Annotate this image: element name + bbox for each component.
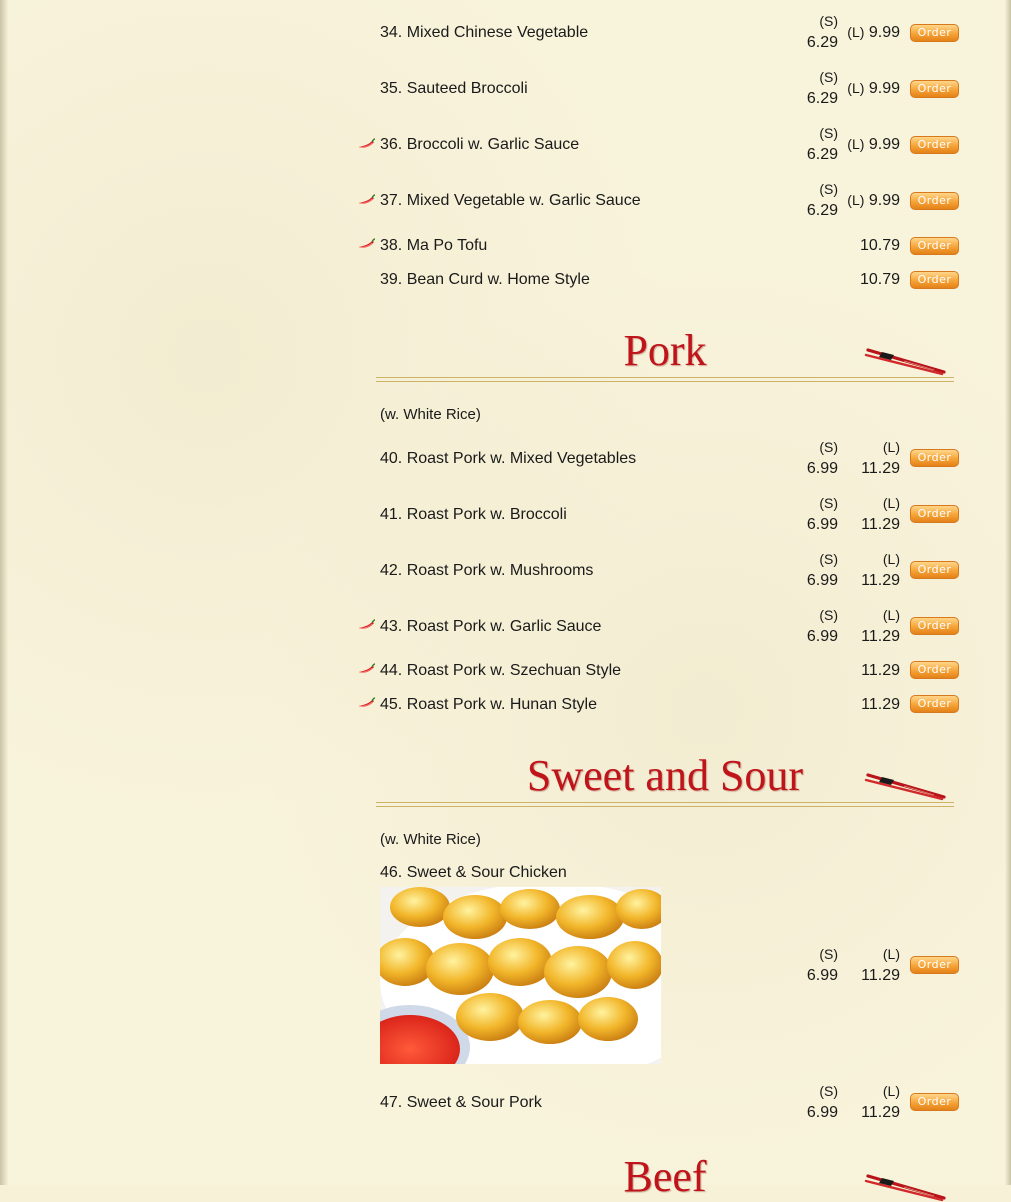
spicy-chili-icon: [358, 619, 376, 631]
size-small-label: (S): [819, 495, 838, 511]
item-name: 37. Mixed Vegetable w. Garlic Sauce: [380, 192, 641, 209]
spicy-chili-icon: [358, 663, 376, 675]
item-name: 43. Roast Pork w. Garlic Sauce: [380, 618, 602, 635]
small-price: [782, 604, 838, 648]
spicy-chili-icon: [358, 238, 376, 250]
menu-item-row: [350, 695, 970, 717]
menu-item-row: [350, 178, 970, 228]
small-price-value: 6.99: [806, 628, 838, 645]
large-price: [840, 943, 900, 987]
menu-item-row: [350, 236, 970, 258]
small-price-value: 6.99: [806, 572, 838, 589]
section-divider: [376, 802, 954, 807]
sweet-sour-chicken-photo: [380, 887, 661, 1064]
small-price-value: 6.99: [806, 1104, 838, 1121]
chopsticks-icon: [864, 771, 948, 801]
large-price-value: 11.29: [861, 628, 900, 645]
item-name: 38. Ma Po Tofu: [380, 237, 488, 254]
large-price: [840, 436, 900, 480]
menu-item-row: [350, 270, 970, 292]
order-button[interactable]: Order: [910, 695, 959, 713]
item-name: 34. Mixed Chinese Vegetable: [380, 24, 589, 41]
size-large-label: (L): [847, 136, 865, 152]
item-name: 46. Sweet & Sour Chicken: [380, 864, 567, 881]
menu-item-row: [350, 66, 970, 116]
size-small-label: (S): [819, 13, 838, 29]
item-name: 42. Roast Pork w. Mushrooms: [380, 562, 594, 579]
section-title-pork: Pork: [623, 326, 707, 375]
size-large-label: (L): [882, 551, 900, 567]
size-small-label: (S): [819, 125, 838, 141]
size-small-label: (S): [819, 69, 838, 85]
small-price: [782, 66, 838, 110]
item-name: 36. Broccoli w. Garlic Sauce: [380, 136, 580, 153]
large-price-value: 9.99: [868, 24, 900, 41]
small-price: [782, 943, 838, 987]
size-small-label: (S): [819, 439, 838, 455]
size-large-label: (L): [882, 1083, 900, 1099]
order-button[interactable]: Order: [910, 192, 959, 210]
small-price-value: 6.99: [806, 516, 838, 533]
order-button[interactable]: Order: [910, 956, 959, 974]
order-button[interactable]: Order: [910, 24, 959, 42]
order-button[interactable]: Order: [910, 617, 959, 635]
size-small-label: (S): [819, 551, 838, 567]
large-price-value: 9.99: [868, 136, 900, 153]
small-price-value: 6.29: [806, 34, 838, 51]
section-note: (w. White Rice): [380, 406, 481, 423]
section-divider: [376, 377, 954, 382]
order-button[interactable]: Order: [910, 237, 959, 255]
order-button[interactable]: Order: [910, 449, 959, 467]
size-large-label: (L): [847, 80, 865, 96]
large-price: [846, 24, 900, 42]
item-price: 10.79: [859, 237, 900, 254]
size-large-label: (L): [847, 24, 865, 40]
menu-item-row: [350, 436, 970, 486]
small-price: [782, 10, 838, 54]
size-large-label: (L): [882, 946, 900, 962]
small-price-value: 6.29: [806, 90, 838, 107]
page-edge-left: [0, 0, 8, 1185]
chopsticks-icon: [864, 1172, 948, 1202]
section-note: (w. White Rice): [380, 831, 481, 848]
menu-item-row: [350, 122, 970, 172]
large-price: [846, 80, 900, 98]
menu-item-row: [350, 661, 970, 683]
small-price-value: 6.29: [806, 202, 838, 219]
spicy-chili-icon: [358, 138, 376, 150]
size-large-label: (L): [882, 607, 900, 623]
chopsticks-icon: [864, 346, 948, 376]
small-price: [782, 1080, 838, 1124]
large-price: [846, 136, 900, 154]
order-button[interactable]: Order: [910, 661, 959, 679]
size-small-label: (S): [819, 607, 838, 623]
item-name: 35. Sauteed Broccoli: [380, 80, 528, 97]
menu-item-row: [350, 604, 970, 654]
large-price: [840, 548, 900, 592]
order-button[interactable]: Order: [910, 136, 959, 154]
large-price: [840, 492, 900, 536]
large-price-value: 9.99: [868, 80, 900, 97]
item-name: 45. Roast Pork w. Hunan Style: [380, 696, 597, 713]
item-price: 10.79: [859, 271, 900, 288]
large-price-value: 11.29: [861, 967, 900, 984]
size-large-label: (L): [882, 495, 900, 511]
menu-item-row: [350, 492, 970, 542]
menu-item-row: [350, 10, 970, 60]
item-name: 47. Sweet & Sour Pork: [380, 1094, 542, 1111]
menu-item-row: [350, 1080, 970, 1130]
size-small-label: (S): [819, 181, 838, 197]
large-price: [840, 1080, 900, 1124]
spicy-chili-icon: [358, 697, 376, 709]
size-large-label: (L): [882, 439, 900, 455]
small-price: [782, 548, 838, 592]
item-name: 41. Roast Pork w. Broccoli: [380, 506, 567, 523]
page-edge-right: [1005, 0, 1011, 1185]
large-price-value: 11.29: [861, 516, 900, 533]
size-small-label: (S): [819, 1083, 838, 1099]
spicy-chili-icon: [358, 194, 376, 206]
small-price: [782, 436, 838, 480]
large-price-value: 11.29: [861, 572, 900, 589]
small-price: [782, 122, 838, 166]
section-title-sweet-and-sour: Sweet and Sour: [526, 751, 804, 800]
large-price-value: 11.29: [861, 1104, 900, 1121]
section-title-beef: Beef: [623, 1152, 707, 1201]
large-price: [840, 604, 900, 648]
order-button[interactable]: Order: [910, 1093, 959, 1111]
large-price-value: 9.99: [868, 192, 900, 209]
menu-item-row: [350, 548, 970, 598]
small-price: [782, 178, 838, 222]
item-name: 40. Roast Pork w. Mixed Vegetables: [380, 450, 637, 467]
size-large-label: (L): [847, 192, 865, 208]
small-price: [782, 492, 838, 536]
small-price-value: 6.29: [806, 146, 838, 163]
order-button[interactable]: Order: [910, 505, 959, 523]
size-small-label: (S): [819, 946, 838, 962]
small-price-value: 6.99: [806, 460, 838, 477]
item-name: 44. Roast Pork w. Szechuan Style: [380, 662, 622, 679]
large-price: [846, 192, 900, 210]
item-price: 11.29: [861, 662, 900, 679]
order-button[interactable]: Order: [910, 80, 959, 98]
item-name: 39. Bean Curd w. Home Style: [380, 271, 590, 288]
order-button[interactable]: Order: [910, 271, 959, 289]
order-button[interactable]: Order: [910, 561, 959, 579]
item-price: 11.29: [861, 696, 900, 713]
large-price-value: 11.29: [861, 460, 900, 477]
small-price-value: 6.99: [806, 967, 838, 984]
